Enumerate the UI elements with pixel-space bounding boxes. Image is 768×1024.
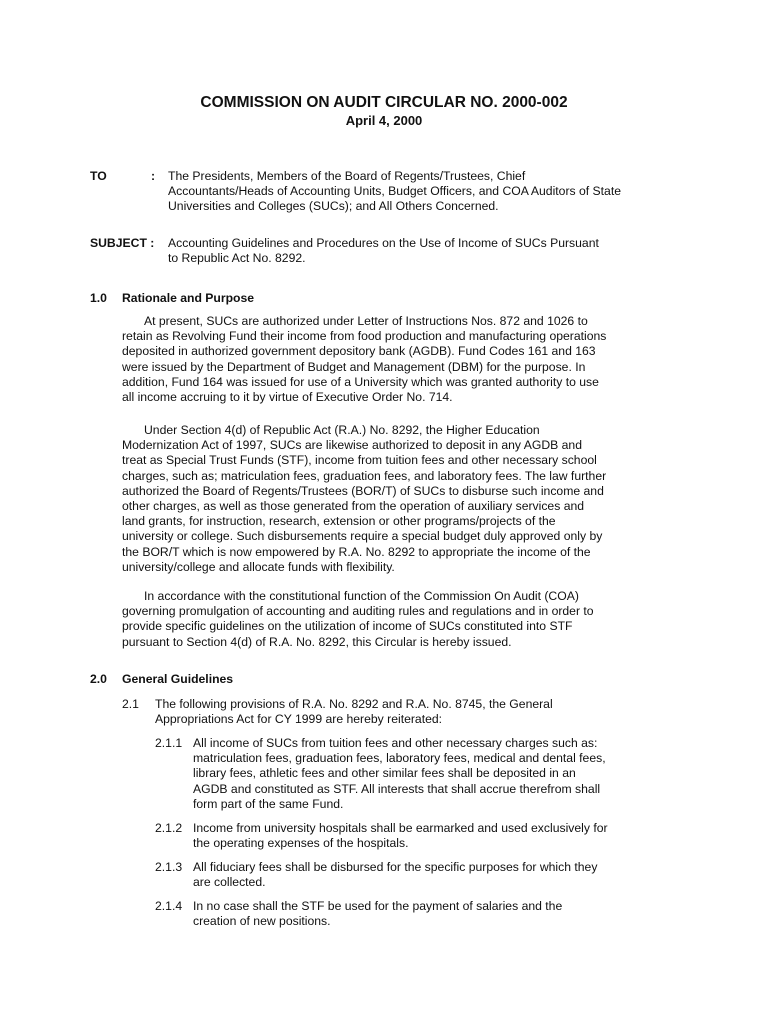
section-1-heading <box>90 291 254 306</box>
item-2-1-1 <box>155 736 613 812</box>
section-1-title: Rationale and Purpose <box>122 291 255 305</box>
to-colon: : <box>151 169 156 183</box>
section-2-title: General Guidelines <box>122 672 234 686</box>
item-2-1-2-text: Income from university hospitals shall be earmarked and used exclusively for the operating expenses of the hospitals. <box>193 821 608 851</box>
item-2-1-1-number: 2.1.1 <box>155 736 183 750</box>
section-2-number: 2.0 <box>90 672 107 686</box>
subject-text: Accounting Guidelines and Procedures on the Use of Income of SUCs Pursuant to Republic Act No. 8292. <box>168 236 599 266</box>
to-recipients: The Presidents, Members of the Board of Regents/Trustees, Chief Accountants/Heads of Accounting Units, Budget Officers, and COA Auditors of State Universities and Colleges (SUCs); and All Others Concerned. <box>168 169 622 214</box>
subject-label: SUBJECT : <box>90 236 155 250</box>
item-2-1-2 <box>155 821 613 851</box>
item-2-1-4-text: In no case shall the STF be used for the payment of salaries and the creation of new positions. <box>193 899 563 929</box>
section-1-paragraph-2: Under Section 4(d) of Republic Act (R.A.) No. 8292, the Higher Education Modernization Act of 1997, SUCs are likewise authorized to deposit in any AGDB and treat as Special Trust Funds (STF), income from tuition fees and other necessary school charges, such as; matriculation fees, graduation fees, and laboratory fees. The law further authorized the Board of Regents/Trustees (BOR/T) of SUCs to disburse such income and other charges, as well as those generated from the operation of auxiliary services and land grants, for instruction, research, extension or other programs/projects of the university or college. Such disbursements require a special budget duly approved only by the BOR/T which is now empowered by R.A. No. 8292 to appropriate the income of the university/college and allocate funds with flexibility. <box>122 423 607 574</box>
circular-title: COMMISSION ON AUDIT CIRCULAR NO. 2000-002 <box>200 94 568 111</box>
section-2-heading <box>90 672 233 687</box>
item-2-1-4 <box>155 899 605 929</box>
item-2-1-2-number: 2.1.2 <box>155 821 183 835</box>
item-2-1-3-text: All fiduciary fees shall be disbursed for the specific purposes for which they are collected. <box>193 860 598 890</box>
item-2-1-number: 2.1 <box>122 697 139 711</box>
circular-date: April 4, 2000 <box>345 113 423 128</box>
section-1-paragraph-1: At present, SUCs are authorized under Letter of Instructions Nos. 872 and 1026 to retain as Revolving Fund their income from food production and manufacturing operations deposited in authorized government depository bank (AGDB). Fund Codes 161 and 163 were issued by the Department of Budget and Management (DBM) for the purpose. In addition, Fund 164 was issued for use of a University which was granted authority to use all income accruing to it by virtue of Executive Order No. 714. <box>122 314 607 405</box>
section-1-paragraph-3: In accordance with the constitutional function of the Commission On Audit (COA) governing promulgation of accounting and auditing rules and regulations and in order to provide specific guidelines on the utilization of income of SUCs constituted into STF pursuant to Section 4(d) of R.A. No. 8292, this Circular is hereby issued. <box>122 589 594 649</box>
item-2-1-3-number: 2.1.3 <box>155 860 183 874</box>
section-1-number: 1.0 <box>90 291 107 305</box>
item-2-1-text: The following provisions of R.A. No. 8292 and R.A. No. 8745, the General Appropriations Act for CY 1999 are hereby reiterated: <box>155 697 553 727</box>
to-label: TO <box>90 169 107 183</box>
item-2-1-4-number: 2.1.4 <box>155 899 183 913</box>
item-2-1 <box>122 697 602 727</box>
item-2-1-3 <box>155 860 605 890</box>
item-2-1-1-text: All income of SUCs from tuition fees and other necessary charges such as: matriculation fees, graduation fees, laboratory fees, medical and dental fees, library fees, athletic fees and other similar fees shall be deposited in an AGDB and constituted as STF. All interests that shall accrue therefrom shall form part of the same Fund. <box>193 736 606 811</box>
